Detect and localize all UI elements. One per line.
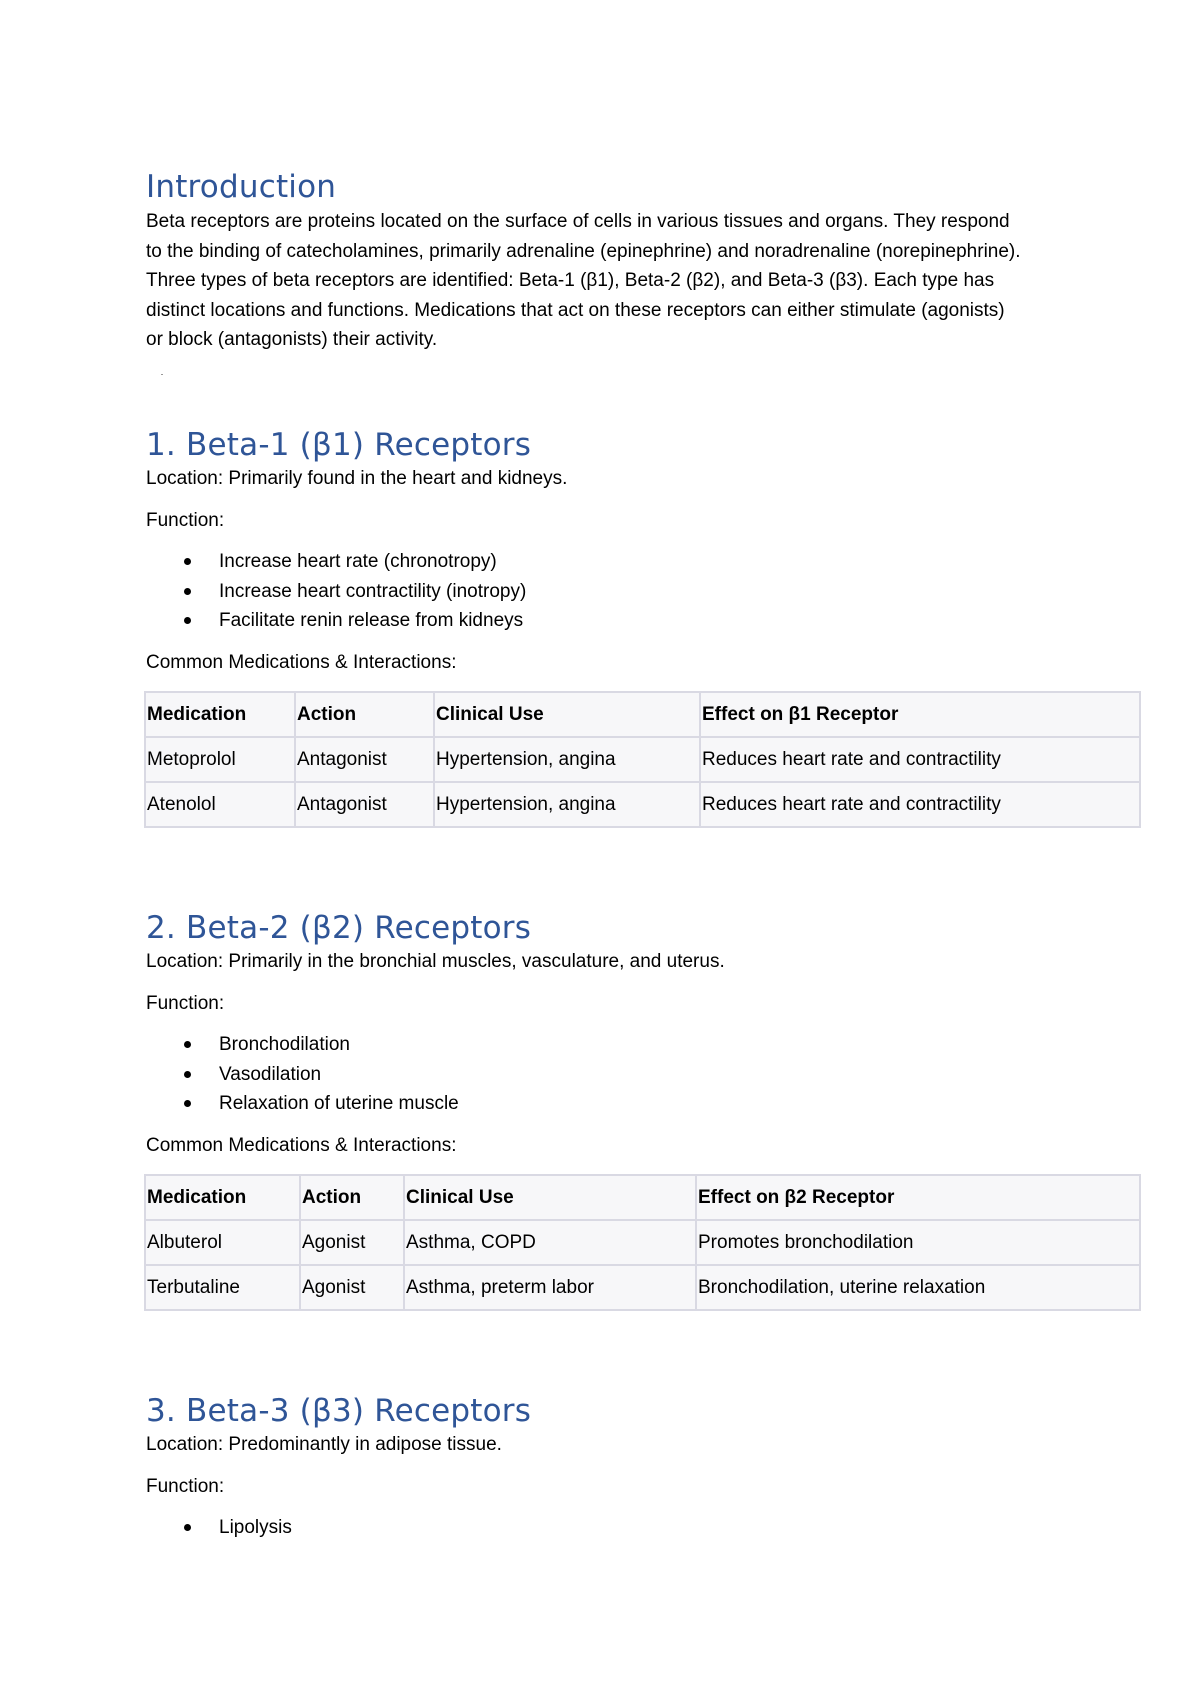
table-header-cell: Action — [300, 1175, 404, 1220]
table-header-cell: Clinical Use — [434, 692, 700, 737]
beta1-meds-label: Common Medications & Interactions: — [146, 651, 457, 673]
beta1-function-list — [146, 547, 1146, 636]
bullet-icon — [184, 558, 191, 565]
table-cell: Atenolol — [145, 782, 295, 827]
table-cell: Agonist — [300, 1220, 404, 1265]
table-cell: Bronchodilation, uterine relaxation — [696, 1265, 1140, 1310]
beta2-location: Location: Primarily in the bronchial muscles, vasculature, and uterus. — [146, 951, 725, 972]
intro-heading: Introduction — [146, 169, 337, 205]
list-item: Vasodilation — [146, 1060, 1146, 1090]
list-item: Facilitate renin release from kidneys — [146, 606, 1146, 636]
bullet-icon — [184, 1524, 191, 1531]
table-header-cell: Effect on β2 Receptor — [696, 1175, 1140, 1220]
table-cell: Antagonist — [295, 737, 434, 782]
beta3-heading: 3. Beta-3 (β3) Receptors — [146, 1393, 532, 1429]
table-cell: Albuterol — [145, 1220, 300, 1265]
table-header-cell: Action — [295, 692, 434, 737]
table-row — [145, 1220, 1140, 1265]
beta2-heading: 2. Beta-2 (β2) Receptors — [146, 910, 532, 946]
table-cell: Asthma, COPD — [404, 1220, 696, 1265]
table-cell: Hypertension, angina — [434, 782, 700, 827]
table-cell: Metoprolol — [145, 737, 295, 782]
bullet-icon — [184, 1041, 191, 1048]
table-header-cell: Medication — [145, 692, 295, 737]
beta1-heading: 1. Beta-1 (β1) Receptors — [146, 427, 532, 463]
beta2-medication-table — [144, 1174, 1141, 1311]
beta1-section — [146, 426, 1146, 828]
table-cell: Reduces heart rate and contractility — [700, 737, 1140, 782]
beta2-function-list — [146, 1030, 1146, 1119]
beta1-function-label: Function: — [146, 509, 225, 531]
beta3-section — [146, 1392, 1146, 1543]
intro-paragraph: Beta receptors are proteins located on the surface of cells in various tissues and organs. They respond to the binding of catecholamines, primarily adrenaline (epinephrine) and noradrenaline (norepinephrine). Three types of beta receptors are identified: Beta-1 (β1), Beta-2 (β2), and Beta-3 (β3). Each type has distinct locations and functions. Medications that act on these receptors can either stimulate (agonists) or block (antagonists) their activity. — [146, 211, 1021, 350]
table-row — [145, 782, 1140, 827]
beta1-medication-table — [144, 691, 1141, 828]
table-header-row — [145, 1175, 1140, 1220]
bullet-icon — [184, 588, 191, 595]
list-item: Increase heart contractility (inotropy) — [146, 577, 1146, 607]
table-header-row — [145, 692, 1140, 737]
list-item: Bronchodilation — [146, 1030, 1146, 1060]
table-cell: Promotes bronchodilation — [696, 1220, 1140, 1265]
list-item: Relaxation of uterine muscle — [146, 1089, 1146, 1119]
beta3-location: Location: Predominantly in adipose tissue. — [146, 1434, 502, 1455]
beta3-function-list — [146, 1513, 1146, 1543]
table-cell: Antagonist — [295, 782, 434, 827]
table-cell: Reduces heart rate and contractility — [700, 782, 1140, 827]
table-row — [145, 1265, 1140, 1310]
table-cell: Asthma, preterm labor — [404, 1265, 696, 1310]
table-row — [145, 737, 1140, 782]
list-item: Increase heart rate (chronotropy) — [146, 547, 1146, 577]
table-header-cell: Effect on β1 Receptor — [700, 692, 1140, 737]
bullet-icon — [184, 617, 191, 624]
table-header-cell: Clinical Use — [404, 1175, 696, 1220]
table-header-cell: Medication — [145, 1175, 300, 1220]
paragraph-mark — [161, 374, 163, 375]
beta2-meds-label: Common Medications & Interactions: — [146, 1134, 457, 1156]
beta2-function-label: Function: — [146, 992, 225, 1014]
intro-section — [146, 168, 1026, 355]
beta3-function-label: Function: — [146, 1475, 225, 1497]
table-cell: Hypertension, angina — [434, 737, 700, 782]
bullet-icon — [184, 1100, 191, 1107]
beta2-section — [146, 909, 1146, 1311]
bullet-icon — [184, 1071, 191, 1078]
table-cell: Terbutaline — [145, 1265, 300, 1310]
list-item: Lipolysis — [146, 1513, 1146, 1543]
table-cell: Agonist — [300, 1265, 404, 1310]
beta1-location: Location: Primarily found in the heart and kidneys. — [146, 468, 568, 489]
